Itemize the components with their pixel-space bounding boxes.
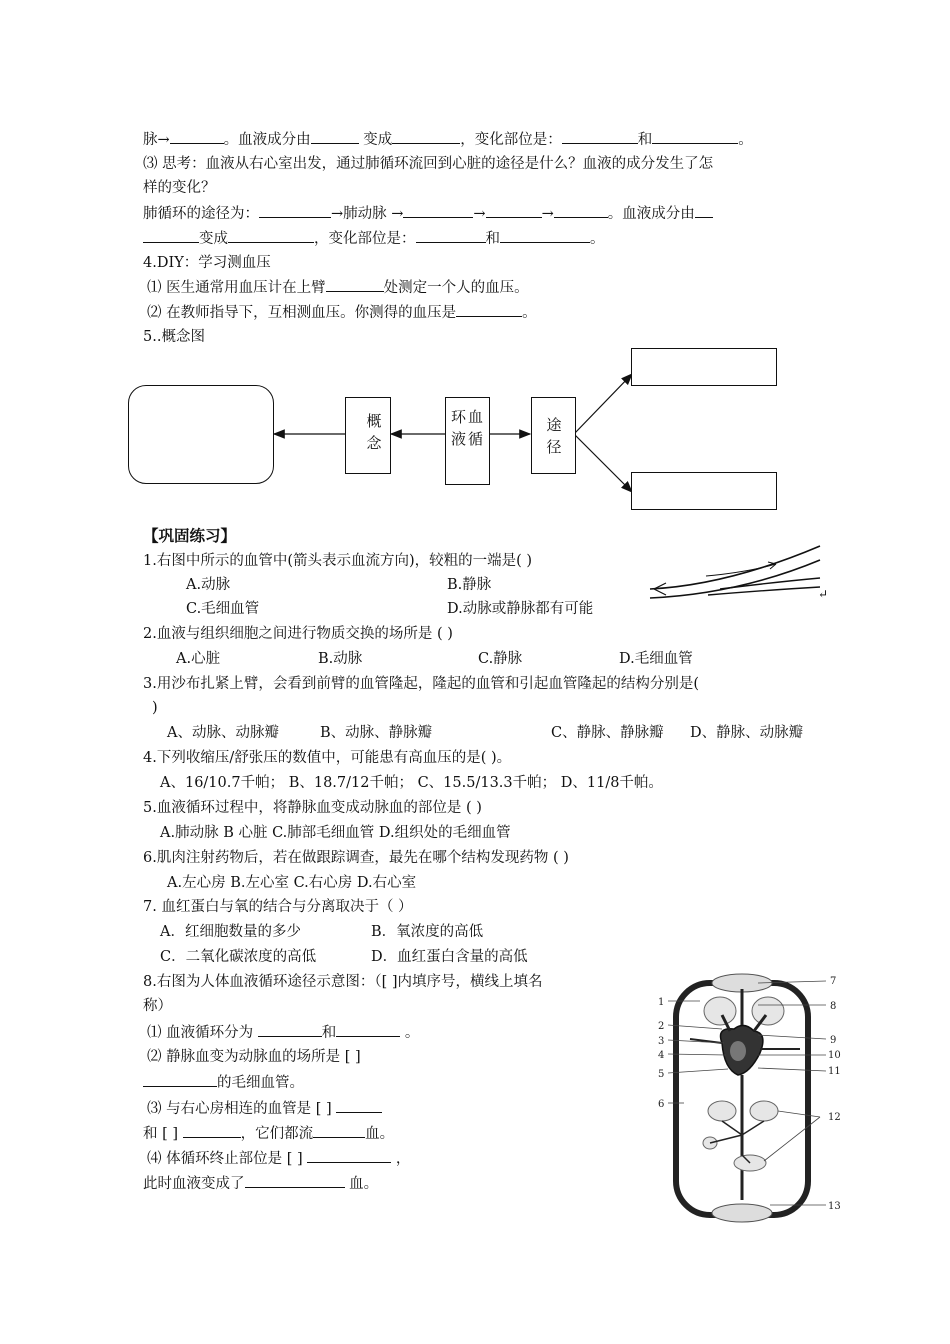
q2-option-a[interactable]: A.心脏 <box>176 651 221 667</box>
label-12: 12 <box>828 1112 841 1123</box>
q2-option-c[interactable]: C.静脉 <box>478 651 523 667</box>
text: 。 <box>738 132 753 148</box>
path-label: 途径 <box>546 416 562 456</box>
label-6: 6 <box>658 1099 665 1110</box>
text: 肺循环的途径为： <box>143 206 259 222</box>
text: ⑷ 体循环终止部位是 [ ] <box>147 1151 303 1167</box>
circulation-box <box>445 397 490 485</box>
text: 变成 <box>199 231 228 247</box>
q1-option-d[interactable]: D.动脉或静脉都有可能 <box>447 601 594 617</box>
text: 。 <box>404 1025 420 1041</box>
q7-option-b[interactable]: B．氧浓度的高低 <box>371 924 484 940</box>
kidney <box>750 1101 778 1121</box>
text: ⑶ 与右心房相连的血管是 [ ] <box>147 1101 332 1117</box>
q4-options[interactable]: A、16/10.7千帕； B、18.7/12千帕； C、15.5/13.3千帕； D、11/8千帕。 <box>160 775 663 791</box>
circulation-label: 环血液循 <box>450 408 485 448</box>
concept-label: 概念 <box>366 412 382 452</box>
q8-4-cont <box>143 1173 378 1194</box>
path-answer-box-1[interactable] <box>631 348 777 386</box>
q3-option-b[interactable]: B、动脉、静脉瓣 <box>320 725 433 741</box>
text: 和 <box>321 1025 337 1041</box>
label-9: 9 <box>830 1035 837 1046</box>
q1: 1.右图中所示的血管中(箭头表示血流方向)，较粗的一端是( ) <box>143 553 533 569</box>
label-11: 11 <box>828 1066 841 1077</box>
text: ， <box>395 1151 411 1167</box>
leg-capillary <box>712 1204 772 1222</box>
label-13: 13 <box>828 1201 841 1212</box>
text: ⑴ 血液循环分为 <box>147 1025 254 1041</box>
label-1: 1 <box>658 997 665 1008</box>
fill-blank[interactable] <box>143 1072 217 1087</box>
text: ⑵ 在教师指导下，互相测血压。你测得的血压是 <box>147 305 457 321</box>
arrow-path-down <box>574 434 632 492</box>
label-3: 3 <box>658 1036 665 1047</box>
q7-option-d[interactable]: D．血红蛋白含量的高低 <box>371 949 528 965</box>
left-lung <box>704 997 736 1025</box>
q8: 8.右图为人体血液循环途径示意图：（[ ]内填序号，横线上填名 <box>143 974 543 990</box>
return-mark: ↵ <box>818 587 829 601</box>
q1-option-c[interactable]: C.毛细血管 <box>186 601 260 617</box>
q3-option-d[interactable]: D、静脉、动脉瓣 <box>690 725 804 741</box>
concept-box <box>345 397 391 474</box>
text: → <box>473 206 486 222</box>
q3-option-a[interactable]: A、动脉、动脉瓣 <box>167 725 279 741</box>
label-10: 10 <box>828 1050 841 1061</box>
q3-think: ⑶ 思考：血液从右心室出发，通过肺循环流回到心脏的途径是什么？血液的成分发生了怎 <box>143 156 714 172</box>
text: ，变化部位是： <box>314 231 416 247</box>
label-8: 8 <box>830 1001 837 1012</box>
label-5: 5 <box>658 1069 665 1080</box>
q6: 6.肌肉注射药物后，若在做跟踪调查，最先在哪个结构发现药物 ( ) <box>143 850 569 866</box>
q3-think-cont: 样的变化？ <box>143 180 216 196</box>
text: 。 <box>590 231 605 247</box>
arrow-path-up <box>574 374 632 434</box>
diy-title: 4.DIY：学习测血压 <box>143 255 271 271</box>
q8-3 <box>147 1098 382 1119</box>
q3: 3.用沙布扎紧上臂，会看到前臂的血管隆起，隆起的血管和引起血管隆起的结构分别是( <box>143 676 699 692</box>
q1-option-b[interactable]: B.静脉 <box>447 577 492 593</box>
text: 。 <box>522 305 537 321</box>
fill-blank[interactable] <box>245 1173 345 1188</box>
q1-option-a[interactable]: A.动脉 <box>186 577 231 593</box>
text: 血。 <box>344 1176 379 1192</box>
text: 变成 <box>358 132 393 148</box>
text: 和 <box>637 132 653 148</box>
path-answer-box-2[interactable] <box>631 472 777 510</box>
text: 处测定一个人的血压。 <box>383 280 529 296</box>
text: 。血液成分由 <box>223 132 311 148</box>
concept-answer-box[interactable] <box>128 385 274 484</box>
text: → <box>541 206 554 222</box>
fill-blank[interactable] <box>336 1098 382 1113</box>
text: ⑴ 医生通常用血压计在上臂 <box>147 280 326 296</box>
label-2: 2 <box>658 1021 665 1032</box>
text: ，它们都流 <box>240 1126 314 1142</box>
text: 脉→ <box>143 132 170 148</box>
q3-option-c[interactable]: C、静脉、静脉瓣 <box>551 725 664 741</box>
text: 血。 <box>365 1126 395 1142</box>
q6-options[interactable]: A.左心房 B.左心室 C.右心房 D.右心室 <box>167 875 417 891</box>
fill-blank[interactable] <box>307 1148 391 1163</box>
q8-1 <box>147 1022 419 1043</box>
q3-cont: ) <box>152 700 158 716</box>
liver <box>708 1101 736 1121</box>
q2-option-b[interactable]: B.动脉 <box>318 651 363 667</box>
q8-3-cont <box>143 1123 394 1144</box>
q8-4 <box>147 1148 410 1169</box>
text: 和 [ ] <box>143 1126 179 1142</box>
q7: 7. 血红蛋白与氧的结合与分离取决于（ ） <box>143 899 413 915</box>
fill-blank[interactable] <box>183 1123 241 1138</box>
right-lung <box>752 997 784 1025</box>
text: 。血液成分由 <box>607 206 695 222</box>
q7-option-c[interactable]: C．二氧化碳浓度的高低 <box>160 949 317 965</box>
practice-heading: 【巩固练习】 <box>143 526 237 545</box>
text: →肺动脉 → <box>331 206 404 222</box>
text: 此时血液变成了 <box>143 1176 245 1192</box>
fill-blank[interactable] <box>258 1022 322 1037</box>
path-box <box>531 397 576 474</box>
text: 和 <box>485 231 500 247</box>
q8-2-cont <box>143 1072 304 1093</box>
q5: 5.血液循环过程中，将静脉血变成动脉血的部位是 ( ) <box>143 800 482 816</box>
q2: 2.血液与组织细胞之间进行物质交换的场所是 ( ) <box>143 626 453 642</box>
label-4: 4 <box>658 1050 665 1061</box>
concept-map-title: 5..概念图 <box>143 329 205 345</box>
fill-blank[interactable] <box>336 1022 400 1037</box>
q8-cont: 称） <box>143 998 172 1014</box>
vessel-figure <box>648 538 828 608</box>
q5-options[interactable]: A.肺动脉 B 心脏 C.肺部毛细血管 D.组织处的毛细血管 <box>160 825 511 841</box>
q4: 4.下列收缩压/舒张压的数值中，可能患有高血压的是( )。 <box>143 750 512 766</box>
q7-option-a[interactable]: A．红细胞数量的多少 <box>160 924 301 940</box>
text: ，变化部位是： <box>460 132 562 148</box>
circulation-diagram <box>650 965 850 1225</box>
q2-option-d[interactable]: D.毛细血管 <box>619 651 693 667</box>
label-7: 7 <box>830 976 837 987</box>
fill-blank[interactable] <box>313 1123 365 1138</box>
text: 的毛细血管。 <box>217 1075 304 1091</box>
q8-2: ⑵ 静脉血变为动脉血的场所是 [ ] <box>147 1049 361 1065</box>
